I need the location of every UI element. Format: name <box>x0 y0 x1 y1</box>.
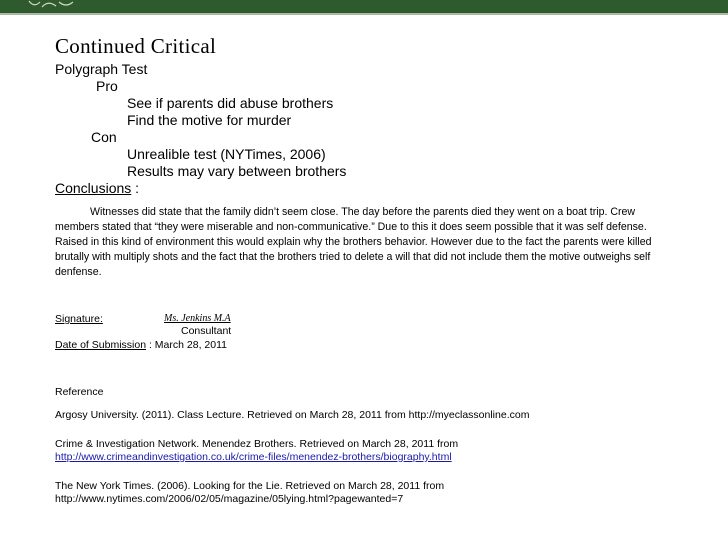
conclusion-text: Witnesses did state that the family didn’t seem close. The day before the parents died they went on a boat trip. Crew members stated that “they were miserable and non-communicative.” Due to this it does seem possible that it was self defense. Raised in this kind of environment this would explain why the brothers behavior. However due to the fact the parents were killed brutally with multiply shots and the fact that the brothers tried to delete a will that did not include them the motive outweighs self denfense. <box>55 206 652 279</box>
reference-item: http://www.nytimes.com/2006/02/05/magazine/05lying.html?pagewanted=7 <box>55 493 404 505</box>
polygraph-heading: Polygraph Test <box>55 61 148 77</box>
conclusion-paragraph <box>55 205 675 280</box>
slide-header-bar <box>0 0 728 13</box>
pro-item: See if parents did abuse brothers <box>127 95 334 111</box>
header-divider <box>0 13 728 15</box>
signature-role: Consultant <box>181 325 232 337</box>
reference-link[interactable]: http://www.crimeandinvestigation.co.uk/crime-files/menendez-brothers/biography.html <box>55 451 452 463</box>
pro-label: Pro <box>96 78 118 94</box>
reference-item: The New York Times. (2006). Looking for the Lie. Retrieved on March 28, 2011 from <box>55 480 445 492</box>
reference-link-line <box>55 451 452 464</box>
submission-value: : March 28, 2011 <box>146 339 227 351</box>
conclusions-colon: : <box>131 180 140 196</box>
conclusions-label: Conclusions <box>55 180 132 196</box>
conclusions-heading <box>55 180 139 197</box>
con-label: Con <box>91 129 117 145</box>
reference-item: Argosy University. (2011). Class Lecture. Retrieved on March 28, 2011 from http://myeclassonline.com <box>55 409 530 421</box>
date-of-submission <box>55 339 227 351</box>
signature-label: Signature: <box>55 313 103 325</box>
con-item: Unrealible test (NYTimes, 2006) <box>127 146 326 162</box>
reference-item: Crime & Investigation Network. Menendez Brothers. Retrieved on March 28, 2011 from <box>55 438 459 450</box>
reference-heading: Reference <box>55 386 104 398</box>
signature-name: Ms. Jenkins M.A <box>164 313 231 324</box>
logo-icon <box>26 0 76 9</box>
pro-item: Find the motive for murder <box>127 112 292 128</box>
slide-title: Continued Critical <box>55 34 217 58</box>
submission-label: Date of Submission <box>55 339 147 351</box>
con-item: Results may vary between brothers <box>127 163 347 179</box>
